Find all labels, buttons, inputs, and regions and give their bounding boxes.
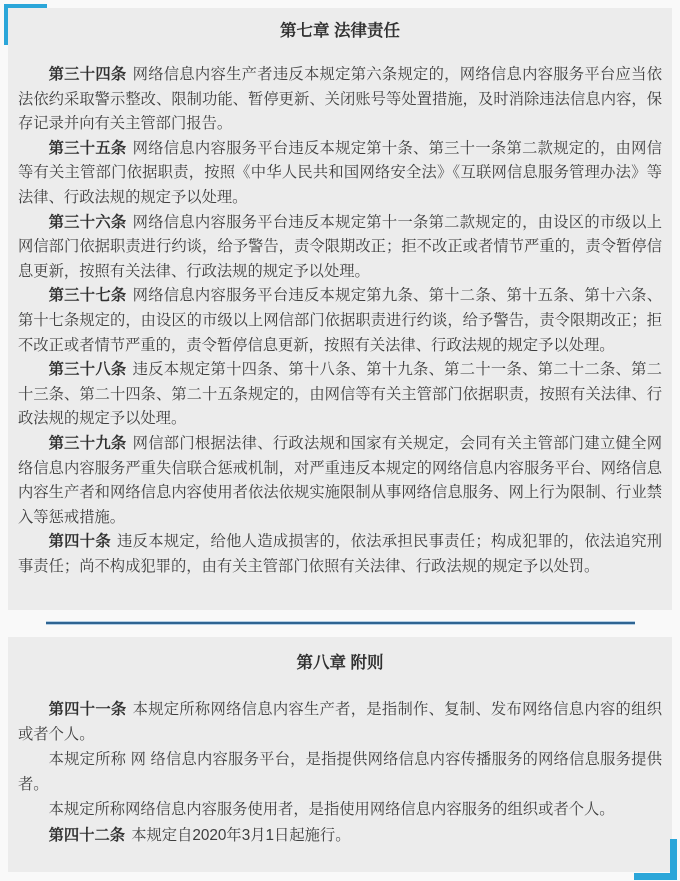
chapter8-card — [8, 637, 672, 872]
article-42-number: 第四十二条 — [48, 826, 126, 844]
article-35-number: 第三十五条 — [48, 139, 127, 157]
article-41-number: 第四十一条 — [48, 701, 127, 718]
article-40-paragraph — [18, 530, 662, 579]
chapter7-card — [8, 8, 672, 610]
article-36-text: 网络信息内容服务平台违反本规定第十一条第二款规定的，由设区的市级以上网信部门依据职责进行约谈，给予警告，责令限期改正；拒不改正或者情节严重的，责令暂停信息更新，按照有关法律、行政法规的规定予以处理。 — [18, 213, 662, 280]
article-42-text: 本规定自2020年3月1日起施行。 — [131, 826, 351, 844]
article-34-number: 第三十四条 — [48, 66, 127, 83]
section-divider — [46, 621, 635, 625]
article-41-user-text: 本规定所称网络信息内容服务使用者，是指使用网络信息内容服务的组织或者个人。 — [48, 801, 615, 819]
article-37-paragraph — [18, 284, 662, 358]
article-41-paragraph — [18, 698, 662, 747]
article-38-paragraph — [18, 358, 662, 432]
article-35-paragraph — [18, 137, 662, 211]
article-39-text: 网信部门根据法律、行政法规和国家有关规定，会同有关主管部门建立健全网络信息内容服务严重失信联合惩戒机制，对严重违反本规定的网络信息内容服务平台、网络信息内容生产者和网络信息内容使用者依法依规实施限制从事网络信息服务、网上行为限制、行业禁入等惩戒措施。 — [18, 434, 662, 526]
article-42-paragraph — [18, 824, 662, 849]
article-38-text: 违反本规定第十四条、第十八条、第十九条、第二十一条、第二十二条、第二十三条、第二十四条、第二十五条规定的，由网信等有关主管部门依据职责，按照有关法律、行政法规的规定予以处理。 — [18, 361, 662, 428]
article-40-number: 第四十条 — [48, 533, 111, 551]
article-41-platform-text: 本规定所称 网 络信息内容服务平台，是指提供网络信息内容传播服务的网络信息服务提供者。 — [18, 751, 662, 793]
article-36-paragraph — [18, 211, 662, 285]
article-35-text: 网络信息内容服务平台违反本规定第十条、第三十一条第二款规定的，由网信等有关主管部门依据职责，按照《中华人民共和国网络安全法》《互联网信息服务管理办法》等法律、行政法规的规定予以处理。 — [18, 139, 662, 206]
article-41-user-paragraph — [18, 798, 662, 823]
chapter7-title: 第七章 法律责任 — [279, 22, 401, 40]
article-41-text: 本规定所称网络信息内容生产者，是指制作、复制、发布网络信息内容的组织或者个人。 — [18, 701, 662, 743]
article-37-text: 网络信息内容服务平台违反本规定第九条、第十二条、第十五条、第十六条、第十七条规定的，由设区的市级以上网信部门依据职责进行约谈，给予警告，责令限期改正；拒不改正或者情节严重的，责令暂停信息更新，按照有关法律、行政法规的规定予以处理。 — [18, 287, 662, 354]
chapter8-title: 第八章 附则 — [296, 654, 384, 672]
corner-bracket-bottom-right-icon — [634, 839, 677, 880]
article-40-text: 违反本规定，给他人造成损害的，依法承担民事责任；构成犯罪的，依法追究刑事责任；尚不构成犯罪的，由有关主管部门依照有关法律、行政法规的规定予以处罚。 — [18, 533, 662, 575]
article-39-paragraph — [18, 432, 662, 530]
article-39-number: 第三十九条 — [48, 434, 127, 452]
article-34-paragraph — [18, 63, 662, 137]
article-38-number: 第三十八条 — [48, 361, 127, 379]
article-41-platform-paragraph — [18, 748, 662, 797]
article-34-text: 网络信息内容生产者违反本规定第六条规定的，网络信息内容服务平台应当依法依约采取警示整改、限制功能、暂停更新、关闭账号等处置措施，及时消除违法信息内容，保存记录并向有关主管部门报告。 — [18, 66, 662, 133]
article-36-number: 第三十六条 — [48, 213, 127, 231]
article-37-number: 第三十七条 — [48, 287, 127, 305]
